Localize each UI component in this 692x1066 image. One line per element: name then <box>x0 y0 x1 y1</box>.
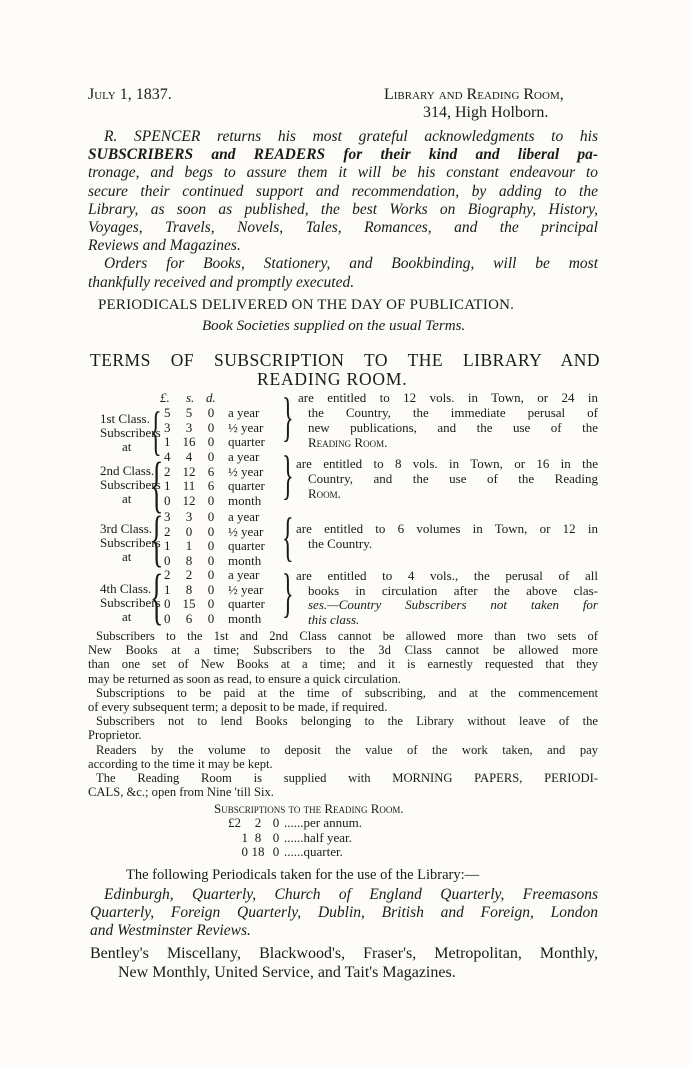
right-brace: } <box>282 445 294 505</box>
intro-paragraph <box>88 128 598 292</box>
book-societies-line: Book Societies supplied on the usual Terms. <box>202 318 466 334</box>
currency-pence: d. <box>206 390 216 405</box>
reviews-line: Edinburgh, Quarterly, Church of England Quarterly, Freemasons <box>104 886 598 903</box>
magazines-line: New Monthly, United Service, and Tait's Magazines. <box>118 964 456 981</box>
class-desc: are entitled to 8 vols. in Town, or 16 in the Country, and the use of the Reading Room. <box>296 456 598 501</box>
terms-heading-line-1: TERMS OF SUBSCRIPTION TO THE LIBRARY AND <box>90 350 600 370</box>
currency-pound: £. <box>160 390 170 405</box>
reading-room-heading: Subscriptions to the Reading Room. <box>214 801 404 816</box>
intro-line: tronage, and begs to assure them it will be his constant endeavour to <box>88 164 598 182</box>
left-brace: { <box>150 451 164 519</box>
reading-room-row: £2 2 0 ......per annum. <box>228 815 362 830</box>
rates: 5 5 0 a year 3 3 0 ½ year 1 16 0 quarter <box>164 405 265 449</box>
class-label: 1st Class. Subscribers at <box>100 411 161 454</box>
rates: 3 3 0 a year 2 0 0 ½ year 1 1 0 quarter 0 8 0 month <box>164 509 265 568</box>
class-desc: are entitled to 12 vols. in Town, or 24 in the Country, the immediate perusal of new publications, and the use of the Reading Room. <box>298 390 598 450</box>
class-label: 2nd Class. Subscribers at <box>100 463 161 506</box>
rule-line: according to the time it may be kept. <box>88 756 273 771</box>
class-label: 3rd Class. Subscribers at <box>100 521 161 564</box>
left-brace: { <box>150 401 162 461</box>
rule-line: The Reading Room is supplied with MORNING PAPERS, PERIODI- <box>96 771 598 786</box>
intro-line: Reviews and Magazines. <box>88 237 241 255</box>
reading-room-row: 1 8 0 ......half year. <box>241 829 352 845</box>
right-brace: } <box>282 563 294 623</box>
rule-line: Readers by the volume to deposit the value of the work taken, and pay <box>96 742 598 757</box>
class-desc: are entitled to 6 volumes in Town, or 12 in the Country. <box>296 521 598 551</box>
reading-room-rates <box>228 816 362 860</box>
right-brace: { <box>282 507 294 567</box>
reviews-line: and Westminster Reviews. <box>90 922 251 939</box>
rule-line: of every subsequent term; a deposit to be made, if required. <box>88 700 388 715</box>
reading-room-row: 0 18 0 ......quarter. <box>241 844 343 859</box>
orders-line: Orders for Books, Stationery, and Bookbinding, will be most <box>104 255 598 273</box>
reviews-line: Quarterly, Foreign Quarterly, Dublin, British and Foreign, London <box>90 904 598 921</box>
rule-line: than one set of New Books at a time; and it is earnestly requested that they <box>88 657 598 672</box>
left-brace: { <box>150 563 164 631</box>
address-line-1: Library and Reading Room, <box>384 86 564 103</box>
periodicals-intro: The following Periodicals taken for the use of the Library:— <box>126 867 480 883</box>
class-label: 4th Class. Subscribers at <box>100 581 161 624</box>
periodicals-notice: PERIODICALS DELIVERED ON THE DAY OF PUBLICATION. <box>98 297 515 313</box>
class-desc: are entitled to 4 vols., the perusal of all books in circulation after the above clas- ses.—Country Subscribers not taken for this class. <box>296 568 598 627</box>
intro-line: Voyages, Travels, Novels, Tales, Romances, and the principal <box>88 219 598 237</box>
reviews-list <box>90 886 598 940</box>
rates: 2 2 0 a year 1 8 0 ½ year 0 15 0 quarter 0 6 0 month <box>164 567 265 626</box>
rule-line: Subscribers not to lend Books belonging to the Library without leave of the <box>96 714 598 729</box>
rates: 4 4 0 a year 2 12 6 ½ year 1 11 6 quarter 0 12 0 month <box>164 449 265 508</box>
intro-line: R. SPENCER returns his most grateful acknowledgments to his <box>104 128 598 145</box>
rule-line: New Books at a time; Subscribers to the 3d Class cannot be allowed more <box>88 643 598 658</box>
address-line-2: 314, High Holborn. <box>423 104 549 121</box>
intro-line: secure their continued support and recommendation, by adding to the <box>88 182 598 200</box>
intro-line: SUBSCRIBERS and READERS for their kind and liberal pa- <box>88 146 598 164</box>
magazines-line: Bentley's Miscellany, Blackwood's, Fraser's, Metropolitan, Monthly, <box>90 945 598 962</box>
magazines-list <box>90 944 598 982</box>
intro-line: Library, as soon as published, the best Works on Biography, History, <box>88 200 598 218</box>
rule-line: Subscribers to the 1st and 2nd Class cannot be allowed more than two sets of <box>96 629 598 643</box>
rules-paragraphs <box>88 629 598 799</box>
rule-line: may be returned as soon as read, to ensure a quick circulation. <box>88 671 401 686</box>
currency-shilling: s. <box>186 390 195 405</box>
rule-line: Subscriptions to be paid at the time of subscribing, and at the commencement <box>96 685 598 700</box>
right-brace: } <box>282 387 294 447</box>
date-line: July 1, 1837. <box>88 86 172 103</box>
orders-line: thankfully received and promptly executed. <box>88 273 355 291</box>
rule-line: CALS, &c.; open from Nine 'till Six. <box>88 785 274 800</box>
left-brace: { <box>150 505 164 573</box>
rule-line: Proprietor. <box>88 728 142 743</box>
terms-heading-line-2: READING ROOM. <box>257 369 408 389</box>
